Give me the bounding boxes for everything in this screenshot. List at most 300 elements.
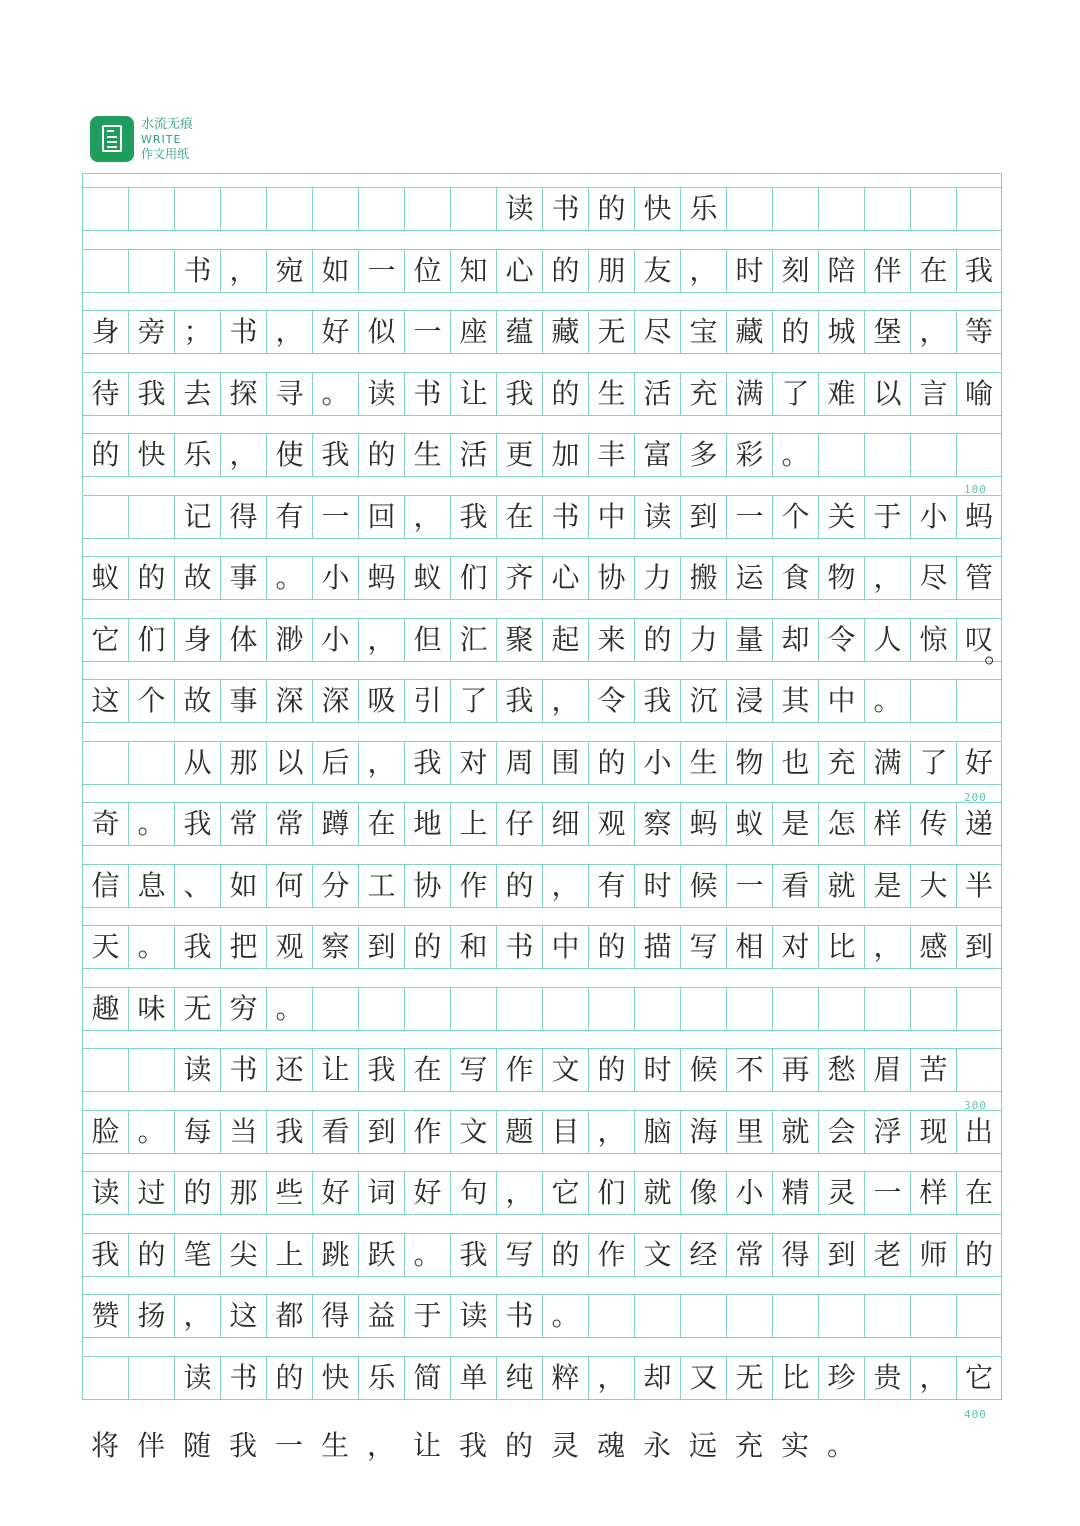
overflow-punctuation: 。 <box>983 636 1012 669</box>
word-count-400: 400 <box>964 1408 987 1421</box>
grid-cell: ， <box>358 741 404 785</box>
grid-cell: 大 <box>910 864 956 908</box>
grid-cell: 汇 <box>450 618 496 662</box>
grid-cell <box>910 679 956 723</box>
grid-cell: 得 <box>312 1294 358 1338</box>
row-gap <box>82 908 1002 925</box>
grid-cell: 时 <box>634 1048 680 1092</box>
grid-cell: 在 <box>910 249 956 293</box>
grid-cell: 无 <box>588 310 634 354</box>
grid-cell: 却 <box>772 618 818 662</box>
grid-cell <box>404 987 450 1031</box>
grid-cell: 相 <box>726 925 772 969</box>
grid-cell <box>312 987 358 1031</box>
grid-cell: 精 <box>772 1171 818 1215</box>
grid-cell: 上 <box>450 802 496 846</box>
grid-cell: 物 <box>726 741 772 785</box>
grid-cell: ， <box>910 1356 956 1400</box>
grid-cell: 观 <box>588 802 634 846</box>
grid-cell: 多 <box>680 433 726 477</box>
grid-cell: 到 <box>818 1233 864 1277</box>
grid-cell: 食 <box>772 556 818 600</box>
grid-cell: 纯 <box>496 1356 542 1400</box>
grid-cell: 我 <box>404 741 450 785</box>
grid-cell: 尖 <box>220 1233 266 1277</box>
grid-cell: 那 <box>220 1171 266 1215</box>
grid-cell: 。 <box>128 1110 174 1154</box>
grid-cell: 于 <box>864 495 910 539</box>
grid-cell: 心 <box>542 556 588 600</box>
grid-cell: 再 <box>772 1048 818 1092</box>
grid-cell: 的 <box>772 310 818 354</box>
grid-cell <box>82 495 128 539</box>
grid-cell: 蚂 <box>680 802 726 846</box>
essay-char: 将 <box>90 1429 119 1462</box>
row-gap <box>82 293 1002 310</box>
grid-cell: 关 <box>818 495 864 539</box>
grid-cell: 。 <box>266 556 312 600</box>
grid-cell <box>956 1048 1002 1092</box>
grid-cell <box>680 987 726 1031</box>
row-gap <box>82 477 1002 494</box>
grid-cell: 有 <box>266 495 312 539</box>
grid-cell: 作 <box>450 864 496 908</box>
grid-cell <box>772 987 818 1031</box>
grid-cell: 味 <box>128 987 174 1031</box>
grid-cell: 充 <box>680 372 726 416</box>
grid-cell: 满 <box>864 741 910 785</box>
write-app-logo <box>90 116 134 162</box>
grid-cell: 浸 <box>726 679 772 723</box>
grid-cell: 事 <box>220 556 266 600</box>
row-gap <box>82 354 1002 371</box>
essay-char: 我 <box>458 1429 487 1462</box>
grid-cell: 比 <box>818 925 864 969</box>
grid-cell: 记 <box>174 495 220 539</box>
grid-cell: 围 <box>542 741 588 785</box>
brand-subtitle: WRITE <box>141 133 182 146</box>
grid-cell: 书 <box>220 310 266 354</box>
grid-cell: 。 <box>128 925 174 969</box>
grid-cell <box>910 433 956 477</box>
grid-cell: 工 <box>358 864 404 908</box>
grid-cell <box>818 187 864 231</box>
grid-cell <box>864 433 910 477</box>
grid-cell <box>726 987 772 1031</box>
grid-cell: 藏 <box>726 310 772 354</box>
grid-cell: 。 <box>542 1294 588 1338</box>
grid-cell: 们 <box>450 556 496 600</box>
grid-cell: 我 <box>174 802 220 846</box>
grid-cell: 好 <box>312 310 358 354</box>
grid-cell: 协 <box>588 556 634 600</box>
grid-cell: ， <box>404 495 450 539</box>
grid-cell: 深 <box>266 679 312 723</box>
grid-cell: 天 <box>82 925 128 969</box>
row-gap <box>82 1092 1002 1109</box>
grid-cell <box>956 433 1002 477</box>
grid-cell <box>128 495 174 539</box>
grid-cell: 更 <box>496 433 542 477</box>
grid-cell: 一 <box>358 249 404 293</box>
grid-cell: 似 <box>358 310 404 354</box>
grid-cell: 令 <box>588 679 634 723</box>
grid-cell: 令 <box>818 618 864 662</box>
grid-cell: 我 <box>496 372 542 416</box>
grid-cell: 的 <box>588 741 634 785</box>
grid-cell: 去 <box>174 372 220 416</box>
grid-cell: 吸 <box>358 679 404 723</box>
row-gap <box>82 231 1002 248</box>
grid-cell: 读 <box>358 372 404 416</box>
grid-cell: 作 <box>404 1110 450 1154</box>
grid-cell: 读 <box>174 1356 220 1400</box>
grid-cell: 仔 <box>496 802 542 846</box>
grid-cell: 的 <box>634 618 680 662</box>
grid-cell: 管 <box>956 556 1002 600</box>
grid-cell: 细 <box>542 802 588 846</box>
grid-cell: 老 <box>864 1233 910 1277</box>
row-gap <box>82 785 1002 802</box>
grid-cell: 得 <box>220 495 266 539</box>
grid-cell: 我 <box>450 1233 496 1277</box>
grid-cell: 好 <box>404 1171 450 1215</box>
grid-cell: ， <box>864 925 910 969</box>
grid-cell: 让 <box>312 1048 358 1092</box>
grid-cell: 齐 <box>496 556 542 600</box>
grid-cell: 惊 <box>910 618 956 662</box>
grid-cell: 到 <box>956 925 1002 969</box>
row-gap <box>82 1215 1002 1232</box>
grid-cell: 又 <box>680 1356 726 1400</box>
grid-cell <box>588 1294 634 1338</box>
grid-cell: 们 <box>128 618 174 662</box>
grid-cell: 这 <box>82 679 128 723</box>
grid-cell: 它 <box>956 1356 1002 1400</box>
grid-cell: 身 <box>82 310 128 354</box>
grid-cell <box>220 187 266 231</box>
grid-cell: 文 <box>634 1233 680 1277</box>
grid-cell: 就 <box>634 1171 680 1215</box>
grid-cell: 的 <box>956 1233 1002 1277</box>
grid-cell: 体 <box>220 618 266 662</box>
grid-cell: 宛 <box>266 249 312 293</box>
grid-cell <box>910 187 956 231</box>
grid-cell <box>358 187 404 231</box>
grid-cell: 益 <box>358 1294 404 1338</box>
essay-char: 远 <box>688 1429 717 1462</box>
grid-cell: 言 <box>910 372 956 416</box>
grid-cell: 它 <box>82 618 128 662</box>
grid-cell: 描 <box>634 925 680 969</box>
grid-cell <box>496 987 542 1031</box>
grid-cell: 我 <box>128 372 174 416</box>
grid-cell: 经 <box>680 1233 726 1277</box>
grid-cell: 我 <box>358 1048 404 1092</box>
grid-cell: 周 <box>496 741 542 785</box>
grid-cell: 察 <box>312 925 358 969</box>
grid-cell <box>726 187 772 231</box>
grid-cell <box>82 249 128 293</box>
grid-cell: 协 <box>404 864 450 908</box>
grid-cell: 蹲 <box>312 802 358 846</box>
grid-cell: 待 <box>82 372 128 416</box>
grid-cell: 单 <box>450 1356 496 1400</box>
grid-cell: 知 <box>450 249 496 293</box>
grid-cell: 就 <box>772 1110 818 1154</box>
grid-cell <box>910 1294 956 1338</box>
grid-cell <box>634 987 680 1031</box>
grid-cell: 叹 <box>956 618 1002 662</box>
grid-cell: 一 <box>726 495 772 539</box>
grid-cell: 海 <box>680 1110 726 1154</box>
grid-cell: 尽 <box>634 310 680 354</box>
grid-cell: 量 <box>726 618 772 662</box>
grid-cell: 常 <box>266 802 312 846</box>
grid-cell <box>450 987 496 1031</box>
grid-cell: 乐 <box>358 1356 404 1400</box>
grid-cell: 常 <box>726 1233 772 1277</box>
grid-cell: 样 <box>910 1171 956 1215</box>
grid-cell: 地 <box>404 802 450 846</box>
grid-cell: 察 <box>634 802 680 846</box>
grid-cell: 生 <box>588 372 634 416</box>
grid-cell: 丰 <box>588 433 634 477</box>
grid-cell: 简 <box>404 1356 450 1400</box>
grid-cell: 上 <box>266 1233 312 1277</box>
grid-cell: 粹 <box>542 1356 588 1400</box>
grid-cell <box>818 987 864 1031</box>
grid-cell: 书 <box>542 187 588 231</box>
grid-cell: 跃 <box>358 1233 404 1277</box>
grid-cell: 却 <box>634 1356 680 1400</box>
grid-cell: 脸 <box>82 1110 128 1154</box>
grid-cell: 有 <box>588 864 634 908</box>
grid-cell: 。 <box>772 433 818 477</box>
grid-cell <box>956 187 1002 231</box>
grid-cell: 怎 <box>818 802 864 846</box>
grid-cell: 都 <box>266 1294 312 1338</box>
grid-cell <box>450 187 496 231</box>
grid-cell: 蚁 <box>404 556 450 600</box>
grid-cell: 中 <box>542 925 588 969</box>
grid-cell: 书 <box>542 495 588 539</box>
grid-cell: 就 <box>818 864 864 908</box>
grid-cell: 一 <box>312 495 358 539</box>
grid-cell: 让 <box>450 372 496 416</box>
grid-cell <box>818 1294 864 1338</box>
grid-cell: 后 <box>312 741 358 785</box>
grid-cell: 读 <box>634 495 680 539</box>
grid-cell: 堡 <box>864 310 910 354</box>
grid-cell: ， <box>542 864 588 908</box>
grid-cell: 从 <box>174 741 220 785</box>
row-gap <box>82 1154 1002 1171</box>
essay-char: 随 <box>182 1429 211 1462</box>
essay-char: 充 <box>734 1429 763 1462</box>
grid-cell: 到 <box>358 1110 404 1154</box>
grid-cell <box>864 187 910 231</box>
grid-cell: 时 <box>726 249 772 293</box>
grid-cell: 题 <box>496 1110 542 1154</box>
grid-cell: 个 <box>128 679 174 723</box>
grid-cell: 常 <box>220 802 266 846</box>
grid-cell: ， <box>220 433 266 477</box>
grid-cell: 看 <box>772 864 818 908</box>
grid-cell: 我 <box>450 495 496 539</box>
grid-cell: 我 <box>82 1233 128 1277</box>
essay-char: 的 <box>504 1429 533 1462</box>
grid-cell: 像 <box>680 1171 726 1215</box>
grid-cell: 现 <box>910 1110 956 1154</box>
essay-char: 生 <box>320 1429 349 1462</box>
grid-cell: 笔 <box>174 1233 220 1277</box>
grid-cell: 苦 <box>910 1048 956 1092</box>
grid-cell: 故 <box>174 556 220 600</box>
grid-cell: 。 <box>128 802 174 846</box>
grid-cell: 些 <box>266 1171 312 1215</box>
grid-cell: 沉 <box>680 679 726 723</box>
grid-cell: 在 <box>404 1048 450 1092</box>
grid-cell: 物 <box>818 556 864 600</box>
grid-cell: ， <box>588 1110 634 1154</box>
grid-cell: 是 <box>772 802 818 846</box>
grid-cell <box>772 1294 818 1338</box>
grid-cell: 的 <box>542 1233 588 1277</box>
grid-cell: 故 <box>174 679 220 723</box>
essay-char: 让 <box>412 1429 441 1462</box>
grid-cell: 这 <box>220 1294 266 1338</box>
grid-cell: 如 <box>312 249 358 293</box>
grid-cell: 的 <box>588 187 634 231</box>
grid-cell: 对 <box>772 925 818 969</box>
grid-cell: 半 <box>956 864 1002 908</box>
grid-cell: 好 <box>312 1171 358 1215</box>
grid-cell: 书 <box>220 1048 266 1092</box>
grid-cell: 但 <box>404 618 450 662</box>
row-gap <box>82 1338 1002 1355</box>
grid-cell <box>956 679 1002 723</box>
grid-cell: ， <box>266 310 312 354</box>
grid-cell: 回 <box>358 495 404 539</box>
grid-cell: 寻 <box>266 372 312 416</box>
essay-char: 我 <box>228 1429 257 1462</box>
brand-name: 水流无痕 <box>141 117 194 132</box>
grid-cell: 时 <box>634 864 680 908</box>
grid-cell: 到 <box>358 925 404 969</box>
grid-cell: 生 <box>680 741 726 785</box>
row-gap <box>82 600 1002 617</box>
grid-cell: 小 <box>634 741 680 785</box>
grid-cell: 作 <box>588 1233 634 1277</box>
grid-cell: 如 <box>220 864 266 908</box>
grid-cell: 身 <box>174 618 220 662</box>
brand-paper-type: 作文用纸 <box>141 147 190 161</box>
grid-cell: 样 <box>864 802 910 846</box>
grid-cell: 小 <box>312 618 358 662</box>
grid-cell: 们 <box>588 1171 634 1215</box>
row-gap <box>82 1277 1002 1294</box>
grid-cell: 无 <box>726 1356 772 1400</box>
grid-cell: 赞 <box>82 1294 128 1338</box>
grid-cell: 读 <box>174 1048 220 1092</box>
grid-cell: 得 <box>772 1233 818 1277</box>
grid-cell: 陪 <box>818 249 864 293</box>
row-gap <box>82 723 1002 740</box>
grid-cell: 何 <box>266 864 312 908</box>
grid-cell: 心 <box>496 249 542 293</box>
grid-cell: 了 <box>910 741 956 785</box>
grid-cell: 出 <box>956 1110 1002 1154</box>
grid-cell: 我 <box>634 679 680 723</box>
grid-cell: 会 <box>818 1110 864 1154</box>
grid-cell: 我 <box>956 249 1002 293</box>
word-count-100: 100 <box>964 483 987 496</box>
grid-cell: 蕴 <box>496 310 542 354</box>
grid-cell: 到 <box>680 495 726 539</box>
grid-cell: 是 <box>864 864 910 908</box>
grid-cell: 奇 <box>82 802 128 846</box>
grid-cell: 力 <box>680 618 726 662</box>
grid-cell <box>864 987 910 1031</box>
grid-cell: 书 <box>496 1294 542 1338</box>
grid-cell: 小 <box>312 556 358 600</box>
grid-cell: 感 <box>910 925 956 969</box>
essay-last-line <box>82 1422 864 1466</box>
grid-cell: ， <box>910 310 956 354</box>
grid-cell <box>910 987 956 1031</box>
grid-cell <box>818 433 864 477</box>
essay-char: 实 <box>780 1429 809 1462</box>
grid-cell: 生 <box>404 433 450 477</box>
grid-cell: 小 <box>910 495 956 539</box>
grid-cell <box>128 249 174 293</box>
brand-label <box>141 117 193 162</box>
grid-cell: 信 <box>82 864 128 908</box>
grid-cell: 深 <box>312 679 358 723</box>
row-gap <box>82 969 1002 986</box>
grid-cell: 穷 <box>220 987 266 1031</box>
grid-cell: 我 <box>312 433 358 477</box>
grid-cell <box>588 987 634 1031</box>
grid-cell: 中 <box>818 679 864 723</box>
grid-cell: 写 <box>496 1233 542 1277</box>
grid-cell: 词 <box>358 1171 404 1215</box>
grid-cell: 我 <box>266 1110 312 1154</box>
grid-cell: 满 <box>726 372 772 416</box>
grid-cell: 和 <box>450 925 496 969</box>
grid-cell: 的 <box>358 433 404 477</box>
grid-cell: 了 <box>772 372 818 416</box>
grid-cell <box>82 1048 128 1092</box>
grid-cell: 书 <box>220 1356 266 1400</box>
grid-cell <box>358 987 404 1031</box>
grid-cell <box>128 187 174 231</box>
grid-cell: 。 <box>404 1233 450 1277</box>
grid-cell: 的 <box>128 1233 174 1277</box>
grid-cell: 读 <box>450 1294 496 1338</box>
grid-cell <box>128 1356 174 1400</box>
grid-cell: 文 <box>542 1048 588 1092</box>
grid-cell: 探 <box>220 372 266 416</box>
grid-cell <box>266 187 312 231</box>
grid-cell: 候 <box>680 1048 726 1092</box>
grid-cell: 难 <box>818 372 864 416</box>
grid-cell: 贵 <box>864 1356 910 1400</box>
grid-cell: 尽 <box>910 556 956 600</box>
grid-cell: 过 <box>128 1171 174 1215</box>
grid-cell: 快 <box>128 433 174 477</box>
